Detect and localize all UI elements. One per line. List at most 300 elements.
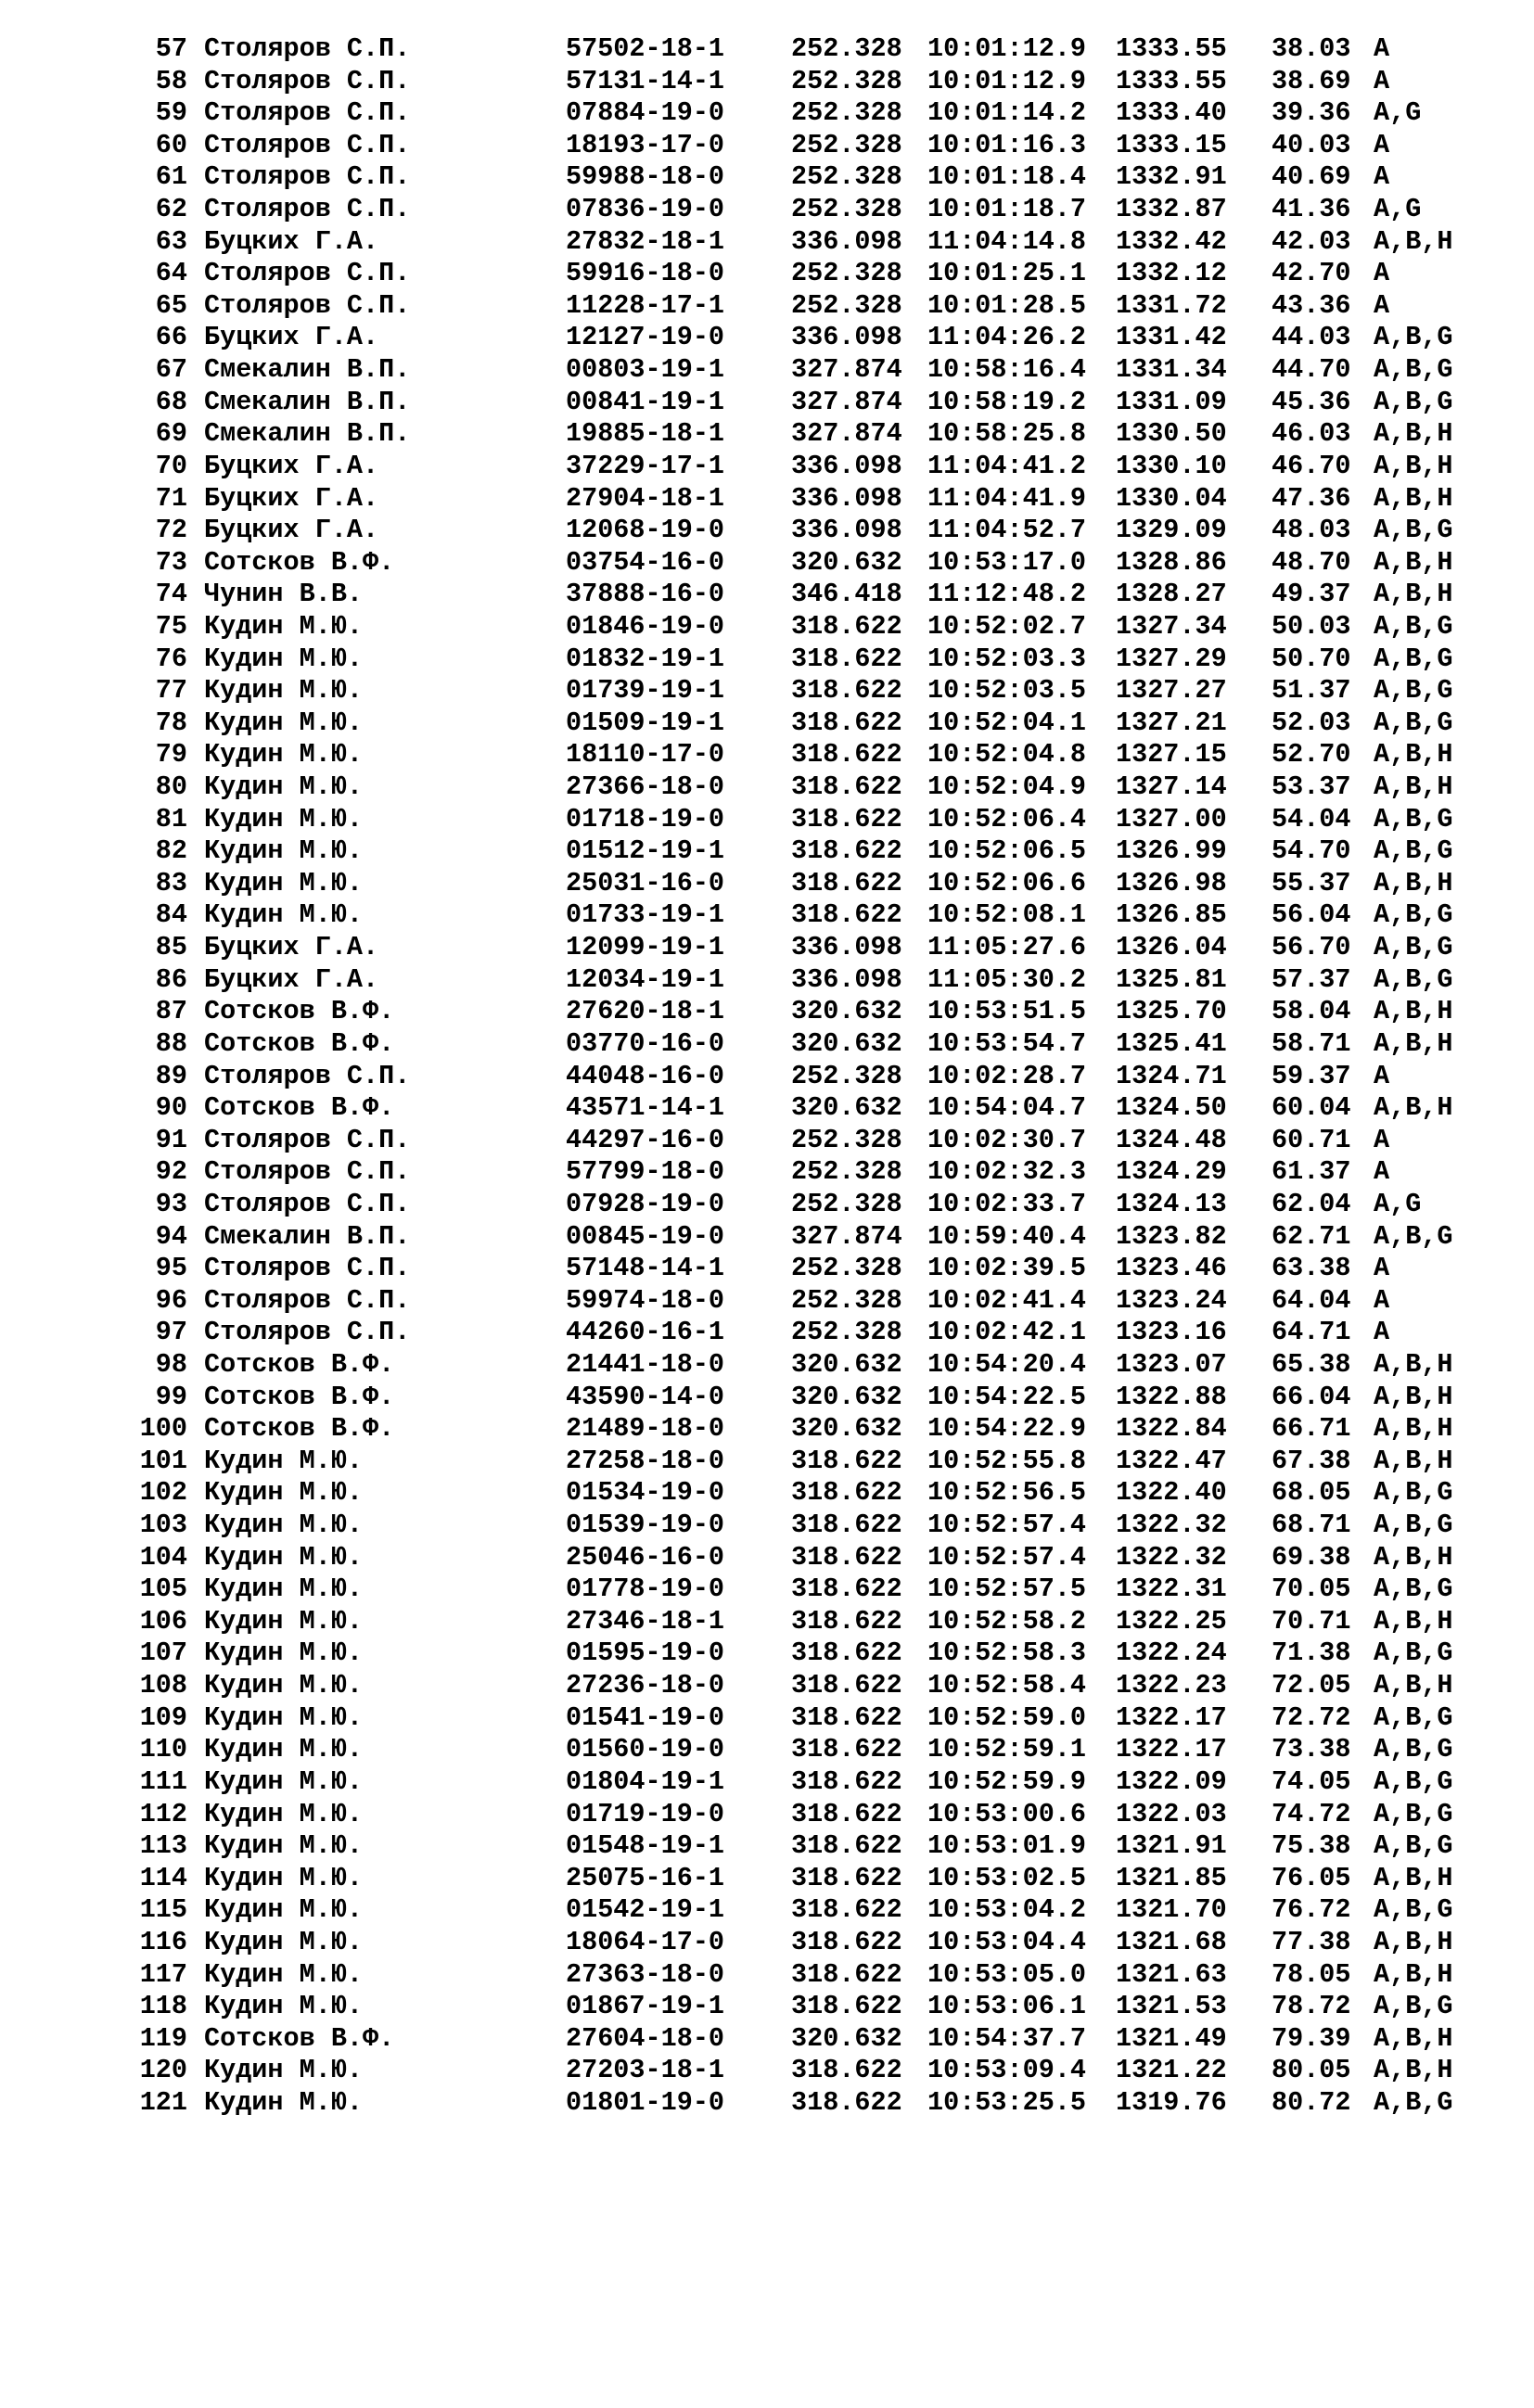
result-row <box>0 771 1534 804</box>
category-flags: A,B,H <box>1374 1445 1453 1476</box>
ring-number: 01801-19-0 <box>566 2087 725 2118</box>
speed-value: 1322.25 <box>1116 1605 1227 1637</box>
fancier-name: Смекалин В.П. <box>204 354 411 386</box>
arrival-time: 10:02:39.5 <box>927 1253 1087 1284</box>
speed-value: 1322.24 <box>1116 1637 1227 1669</box>
arrival-time: 10:52:55.8 <box>927 1445 1087 1476</box>
place-number: 114 <box>139 1862 187 1893</box>
coefficient: 60.04 <box>1272 1092 1351 1124</box>
fancier-name: Кудин М.Ю. <box>204 1734 364 1765</box>
speed-value: 1332.87 <box>1116 194 1227 225</box>
place-number: 73 <box>155 546 187 578</box>
category-flags: A,B,G <box>1374 899 1453 931</box>
category-flags: A,B,G <box>1374 515 1453 546</box>
place-number: 92 <box>155 1156 187 1188</box>
place-number: 85 <box>155 932 187 963</box>
result-row <box>0 1477 1534 1510</box>
speed-value: 1323.07 <box>1116 1348 1227 1380</box>
coefficient: 48.03 <box>1272 515 1351 546</box>
speed-value: 1327.29 <box>1116 643 1227 674</box>
category-flags: A,B,H <box>1374 1926 1453 1957</box>
coefficient: 80.72 <box>1272 2087 1351 2118</box>
category-flags: A,B,G <box>1374 1701 1453 1733</box>
place-number: 99 <box>155 1381 187 1412</box>
place-number: 58 <box>155 65 187 96</box>
result-row <box>0 130 1534 162</box>
place-number: 84 <box>155 899 187 931</box>
coefficient: 76.72 <box>1272 1894 1351 1926</box>
result-row <box>0 1125 1534 1157</box>
fancier-name: Кудин М.Ю. <box>204 1894 364 1926</box>
ring-number: 18193-17-0 <box>566 129 725 160</box>
result-row <box>0 515 1534 547</box>
coefficient: 43.36 <box>1272 289 1351 321</box>
coefficient: 50.70 <box>1272 643 1351 674</box>
result-row <box>0 1637 1534 1670</box>
speed-value: 1321.53 <box>1116 1991 1227 2022</box>
distance-km: 318.622 <box>791 1510 902 1541</box>
category-flags: A,B,H <box>1374 1348 1453 1380</box>
fancier-name: Столяров С.П. <box>204 1188 411 1219</box>
arrival-time: 10:54:20.4 <box>927 1348 1087 1380</box>
place-number: 119 <box>139 2022 187 2054</box>
arrival-time: 10:52:08.1 <box>927 899 1087 931</box>
ring-number: 21489-18-0 <box>566 1413 725 1445</box>
category-flags: A,B,G <box>1374 1798 1453 1829</box>
distance-km: 252.328 <box>791 1253 902 1284</box>
speed-value: 1326.98 <box>1116 867 1227 898</box>
ring-number: 00845-19-0 <box>566 1220 725 1252</box>
place-number: 109 <box>139 1701 187 1733</box>
ring-number: 25046-16-0 <box>566 1541 725 1573</box>
fancier-name: Кудин М.Ю. <box>204 835 364 867</box>
distance-km: 318.622 <box>791 1637 902 1669</box>
speed-value: 1321.70 <box>1116 1894 1227 1926</box>
arrival-time: 10:52:58.2 <box>927 1605 1087 1637</box>
coefficient: 40.69 <box>1272 161 1351 193</box>
fancier-name: Кудин М.Ю. <box>204 1510 364 1541</box>
ring-number: 12127-19-0 <box>566 322 725 353</box>
result-row <box>0 1766 1534 1799</box>
ring-number: 27258-18-0 <box>566 1445 725 1476</box>
place-number: 78 <box>155 707 187 738</box>
speed-value: 1327.34 <box>1116 610 1227 642</box>
coefficient: 52.03 <box>1272 707 1351 738</box>
fancier-name: Столяров С.П. <box>204 65 411 96</box>
distance-km: 336.098 <box>791 450 902 481</box>
coefficient: 54.04 <box>1272 803 1351 835</box>
distance-km: 318.622 <box>791 610 902 642</box>
category-flags: A,B,G <box>1374 1765 1453 1797</box>
result-row <box>0 33 1534 66</box>
coefficient: 67.38 <box>1272 1445 1351 1476</box>
speed-value: 1322.40 <box>1116 1477 1227 1509</box>
ring-number: 01560-19-0 <box>566 1734 725 1765</box>
result-row <box>0 97 1534 130</box>
ring-number: 44260-16-1 <box>566 1317 725 1348</box>
ring-number: 03770-16-0 <box>566 1027 725 1059</box>
result-row <box>0 1221 1534 1254</box>
result-row <box>0 1382 1534 1414</box>
coefficient: 65.38 <box>1272 1348 1351 1380</box>
ring-number: 57148-14-1 <box>566 1253 725 1284</box>
place-number: 100 <box>139 1413 187 1445</box>
result-row <box>0 1317 1534 1349</box>
coefficient: 58.71 <box>1272 1027 1351 1059</box>
coefficient: 45.36 <box>1272 386 1351 417</box>
coefficient: 73.38 <box>1272 1734 1351 1765</box>
speed-value: 1324.48 <box>1116 1124 1227 1155</box>
distance-km: 318.622 <box>791 1605 902 1637</box>
result-row <box>0 579 1534 611</box>
speed-value: 1325.70 <box>1116 996 1227 1027</box>
coefficient: 50.03 <box>1272 610 1351 642</box>
speed-value: 1324.13 <box>1116 1188 1227 1219</box>
speed-value: 1321.63 <box>1116 1958 1227 1990</box>
distance-km: 318.622 <box>791 1477 902 1509</box>
category-flags: A,B,G <box>1374 1510 1453 1541</box>
category-flags: A,B,G <box>1374 1477 1453 1509</box>
category-flags: A,B,H <box>1374 1413 1453 1445</box>
arrival-time: 10:02:33.7 <box>927 1188 1087 1219</box>
distance-km: 318.622 <box>791 1926 902 1957</box>
place-number: 67 <box>155 354 187 386</box>
coefficient: 53.37 <box>1272 771 1351 803</box>
arrival-time: 10:01:12.9 <box>927 65 1087 96</box>
place-number: 83 <box>155 867 187 898</box>
place-number: 111 <box>139 1765 187 1797</box>
fancier-name: Кудин М.Ю. <box>204 1830 364 1862</box>
category-flags: A,B,G <box>1374 1830 1453 1862</box>
fancier-name: Буцких Г.А. <box>204 932 379 963</box>
arrival-time: 11:12:48.2 <box>927 579 1087 610</box>
ring-number: 01719-19-0 <box>566 1798 725 1829</box>
result-row <box>0 322 1534 354</box>
speed-value: 1328.86 <box>1116 546 1227 578</box>
arrival-time: 10:52:03.3 <box>927 643 1087 674</box>
category-flags: A,B,G <box>1374 803 1453 835</box>
ring-number: 27366-18-0 <box>566 771 725 803</box>
arrival-time: 10:52:04.8 <box>927 739 1087 771</box>
arrival-time: 10:53:17.0 <box>927 546 1087 578</box>
arrival-time: 10:58:16.4 <box>927 354 1087 386</box>
coefficient: 80.05 <box>1272 2055 1351 2086</box>
arrival-time: 10:01:25.1 <box>927 258 1087 289</box>
coefficient: 38.03 <box>1272 33 1351 64</box>
arrival-time: 10:53:00.6 <box>927 1798 1087 1829</box>
category-flags: A <box>1374 1253 1390 1284</box>
place-number: 75 <box>155 610 187 642</box>
speed-value: 1322.84 <box>1116 1413 1227 1445</box>
arrival-time: 10:52:59.0 <box>927 1701 1087 1733</box>
coefficient: 40.03 <box>1272 129 1351 160</box>
result-row <box>0 1253 1534 1285</box>
category-flags: A,B,H <box>1374 739 1453 771</box>
category-flags: A <box>1374 1060 1390 1091</box>
fancier-name: Сотсков В.Ф. <box>204 996 395 1027</box>
ring-number: 01846-19-0 <box>566 610 725 642</box>
result-row <box>0 161 1534 194</box>
category-flags: A <box>1374 33 1390 64</box>
coefficient: 66.71 <box>1272 1413 1351 1445</box>
category-flags: A,B,G <box>1374 1991 1453 2022</box>
place-number: 107 <box>139 1637 187 1669</box>
fancier-name: Столяров С.П. <box>204 129 411 160</box>
place-number: 87 <box>155 996 187 1027</box>
category-flags: A,B,G <box>1374 643 1453 674</box>
fancier-name: Буцких Г.А. <box>204 515 379 546</box>
ring-number: 27236-18-0 <box>566 1670 725 1701</box>
arrival-time: 10:52:57.4 <box>927 1510 1087 1541</box>
ring-number: 37229-17-1 <box>566 450 725 481</box>
category-flags: A,B,G <box>1374 675 1453 707</box>
distance-km: 318.622 <box>791 771 902 803</box>
coefficient: 62.71 <box>1272 1220 1351 1252</box>
coefficient: 49.37 <box>1272 579 1351 610</box>
speed-value: 1331.09 <box>1116 386 1227 417</box>
arrival-time: 10:59:40.4 <box>927 1220 1087 1252</box>
coefficient: 56.04 <box>1272 899 1351 931</box>
result-row <box>0 804 1534 836</box>
fancier-name: Кудин М.Ю. <box>204 739 364 771</box>
ring-number: 01778-19-0 <box>566 1573 725 1605</box>
ring-number: 59988-18-0 <box>566 161 725 193</box>
distance-km: 318.622 <box>791 707 902 738</box>
distance-km: 318.622 <box>791 675 902 707</box>
distance-km: 320.632 <box>791 1092 902 1124</box>
fancier-name: Столяров С.П. <box>204 289 411 321</box>
fancier-name: Сотсков В.Ф. <box>204 1413 395 1445</box>
arrival-time: 10:01:16.3 <box>927 129 1087 160</box>
distance-km: 320.632 <box>791 996 902 1027</box>
ring-number: 27604-18-0 <box>566 2022 725 2054</box>
ring-number: 07836-19-0 <box>566 194 725 225</box>
place-number: 60 <box>155 129 187 160</box>
coefficient: 44.70 <box>1272 354 1351 386</box>
fancier-name: Буцких Г.А. <box>204 482 379 514</box>
arrival-time: 10:53:09.4 <box>927 2055 1087 2086</box>
result-row <box>0 1061 1534 1093</box>
fancier-name: Кудин М.Ю. <box>204 675 364 707</box>
category-flags: A,B,H <box>1374 418 1453 450</box>
ring-number: 59916-18-0 <box>566 258 725 289</box>
results-table <box>0 33 1534 2120</box>
ring-number: 07928-19-0 <box>566 1188 725 1219</box>
distance-km: 318.622 <box>791 643 902 674</box>
distance-km: 252.328 <box>791 1060 902 1091</box>
distance-km: 318.622 <box>791 1670 902 1701</box>
category-flags: A,B,G <box>1374 1573 1453 1605</box>
fancier-name: Кудин М.Ю. <box>204 1541 364 1573</box>
arrival-time: 11:05:27.6 <box>927 932 1087 963</box>
category-flags: A <box>1374 65 1390 96</box>
speed-value: 1333.55 <box>1116 65 1227 96</box>
arrival-time: 10:52:58.4 <box>927 1670 1087 1701</box>
speed-value: 1321.49 <box>1116 2022 1227 2054</box>
arrival-time: 10:54:22.9 <box>927 1413 1087 1445</box>
place-number: 62 <box>155 194 187 225</box>
fancier-name: Кудин М.Ю. <box>204 771 364 803</box>
coefficient: 66.04 <box>1272 1381 1351 1412</box>
result-row <box>0 1156 1534 1189</box>
distance-km: 252.328 <box>791 258 902 289</box>
fancier-name: Кудин М.Ю. <box>204 1637 364 1669</box>
ring-number: 12068-19-0 <box>566 515 725 546</box>
distance-km: 252.328 <box>791 129 902 160</box>
place-number: 76 <box>155 643 187 674</box>
speed-value: 1323.46 <box>1116 1253 1227 1284</box>
distance-km: 320.632 <box>791 546 902 578</box>
speed-value: 1331.34 <box>1116 354 1227 386</box>
distance-km: 252.328 <box>791 1284 902 1316</box>
arrival-time: 10:01:12.9 <box>927 33 1087 64</box>
ring-number: 19885-18-1 <box>566 418 725 450</box>
fancier-name: Столяров С.П. <box>204 1317 411 1348</box>
place-number: 65 <box>155 289 187 321</box>
coefficient: 62.04 <box>1272 1188 1351 1219</box>
result-row <box>0 66 1534 98</box>
ring-number: 11228-17-1 <box>566 289 725 321</box>
fancier-name: Сотсков В.Ф. <box>204 2022 395 2054</box>
coefficient: 48.70 <box>1272 546 1351 578</box>
result-row <box>0 739 1534 771</box>
category-flags: A,B,H <box>1374 1605 1453 1637</box>
ring-number: 25031-16-0 <box>566 867 725 898</box>
speed-value: 1324.50 <box>1116 1092 1227 1124</box>
speed-value: 1322.32 <box>1116 1510 1227 1541</box>
coefficient: 54.70 <box>1272 835 1351 867</box>
speed-value: 1322.88 <box>1116 1381 1227 1412</box>
ring-number: 01541-19-0 <box>566 1701 725 1733</box>
place-number: 63 <box>155 225 187 257</box>
category-flags: A,B,H <box>1374 1541 1453 1573</box>
speed-value: 1327.15 <box>1116 739 1227 771</box>
fancier-name: Сотсков В.Ф. <box>204 1092 395 1124</box>
arrival-time: 11:05:30.2 <box>927 963 1087 995</box>
result-row <box>0 1510 1534 1542</box>
result-row <box>0 1863 1534 1895</box>
arrival-time: 10:52:59.9 <box>927 1765 1087 1797</box>
fancier-name: Столяров С.П. <box>204 1253 411 1284</box>
distance-km: 318.622 <box>791 1830 902 1862</box>
distance-km: 318.622 <box>791 867 902 898</box>
place-number: 64 <box>155 258 187 289</box>
arrival-time: 11:04:41.2 <box>927 450 1087 481</box>
speed-value: 1330.10 <box>1116 450 1227 481</box>
coefficient: 76.05 <box>1272 1862 1351 1893</box>
category-flags: A <box>1374 258 1390 289</box>
speed-value: 1333.40 <box>1116 97 1227 129</box>
ring-number: 27904-18-1 <box>566 482 725 514</box>
place-number: 103 <box>139 1510 187 1541</box>
ring-number: 21441-18-0 <box>566 1348 725 1380</box>
coefficient: 64.04 <box>1272 1284 1351 1316</box>
category-flags: A <box>1374 1124 1390 1155</box>
fancier-name: Кудин М.Ю. <box>204 867 364 898</box>
arrival-time: 10:01:14.2 <box>927 97 1087 129</box>
coefficient: 46.03 <box>1272 418 1351 450</box>
distance-km: 318.622 <box>791 1894 902 1926</box>
coefficient: 61.37 <box>1272 1156 1351 1188</box>
fancier-name: Кудин М.Ю. <box>204 899 364 931</box>
arrival-time: 10:52:06.5 <box>927 835 1087 867</box>
ring-number: 18064-17-0 <box>566 1926 725 1957</box>
fancier-name: Сотсков В.Ф. <box>204 1027 395 1059</box>
category-flags: A,G <box>1374 97 1422 129</box>
category-flags: A,B,H <box>1374 546 1453 578</box>
category-flags: A,B,H <box>1374 1862 1453 1893</box>
place-number: 59 <box>155 97 187 129</box>
result-row <box>0 1606 1534 1638</box>
coefficient: 41.36 <box>1272 194 1351 225</box>
place-number: 94 <box>155 1220 187 1252</box>
distance-km: 252.328 <box>791 1156 902 1188</box>
result-row <box>0 451 1534 483</box>
fancier-name: Кудин М.Ю. <box>204 1670 364 1701</box>
distance-km: 336.098 <box>791 322 902 353</box>
ring-number: 01867-19-1 <box>566 1991 725 2022</box>
category-flags: A,B,H <box>1374 1958 1453 1990</box>
category-flags: A,B,G <box>1374 1894 1453 1926</box>
place-number: 79 <box>155 739 187 771</box>
place-number: 96 <box>155 1284 187 1316</box>
distance-km: 336.098 <box>791 963 902 995</box>
place-number: 66 <box>155 322 187 353</box>
fancier-name: Кудин М.Ю. <box>204 610 364 642</box>
place-number: 69 <box>155 418 187 450</box>
place-number: 80 <box>155 771 187 803</box>
fancier-name: Столяров С.П. <box>204 1124 411 1155</box>
place-number: 72 <box>155 515 187 546</box>
speed-value: 1321.22 <box>1116 2055 1227 2086</box>
speed-value: 1327.00 <box>1116 803 1227 835</box>
arrival-time: 10:53:54.7 <box>927 1027 1087 1059</box>
speed-value: 1330.50 <box>1116 418 1227 450</box>
place-number: 90 <box>155 1092 187 1124</box>
arrival-time: 10:01:18.7 <box>927 194 1087 225</box>
arrival-time: 10:53:51.5 <box>927 996 1087 1027</box>
category-flags: A,G <box>1374 1188 1422 1219</box>
fancier-name: Чунин В.В. <box>204 579 364 610</box>
place-number: 108 <box>139 1670 187 1701</box>
ring-number: 00803-19-1 <box>566 354 725 386</box>
place-number: 88 <box>155 1027 187 1059</box>
ring-number: 43590-14-0 <box>566 1381 725 1412</box>
ring-number: 00841-19-1 <box>566 386 725 417</box>
result-row <box>0 1894 1534 1927</box>
distance-km: 318.622 <box>791 899 902 931</box>
ring-number: 27346-18-1 <box>566 1605 725 1637</box>
result-row <box>0 932 1534 964</box>
arrival-time: 11:04:14.8 <box>927 225 1087 257</box>
speed-value: 1326.04 <box>1116 932 1227 963</box>
coefficient: 58.04 <box>1272 996 1351 1027</box>
coefficient: 56.70 <box>1272 932 1351 963</box>
coefficient: 42.03 <box>1272 225 1351 257</box>
distance-km: 252.328 <box>791 1317 902 1348</box>
arrival-time: 11:04:41.9 <box>927 482 1087 514</box>
fancier-name: Сотсков В.Ф. <box>204 1348 395 1380</box>
fancier-name: Кудин М.Ю. <box>204 1605 364 1637</box>
result-row <box>0 1028 1534 1061</box>
distance-km: 318.622 <box>791 1798 902 1829</box>
place-number: 112 <box>139 1798 187 1829</box>
speed-value: 1332.42 <box>1116 225 1227 257</box>
speed-value: 1321.91 <box>1116 1830 1227 1862</box>
coefficient: 51.37 <box>1272 675 1351 707</box>
coefficient: 57.37 <box>1272 963 1351 995</box>
distance-km: 252.328 <box>791 194 902 225</box>
